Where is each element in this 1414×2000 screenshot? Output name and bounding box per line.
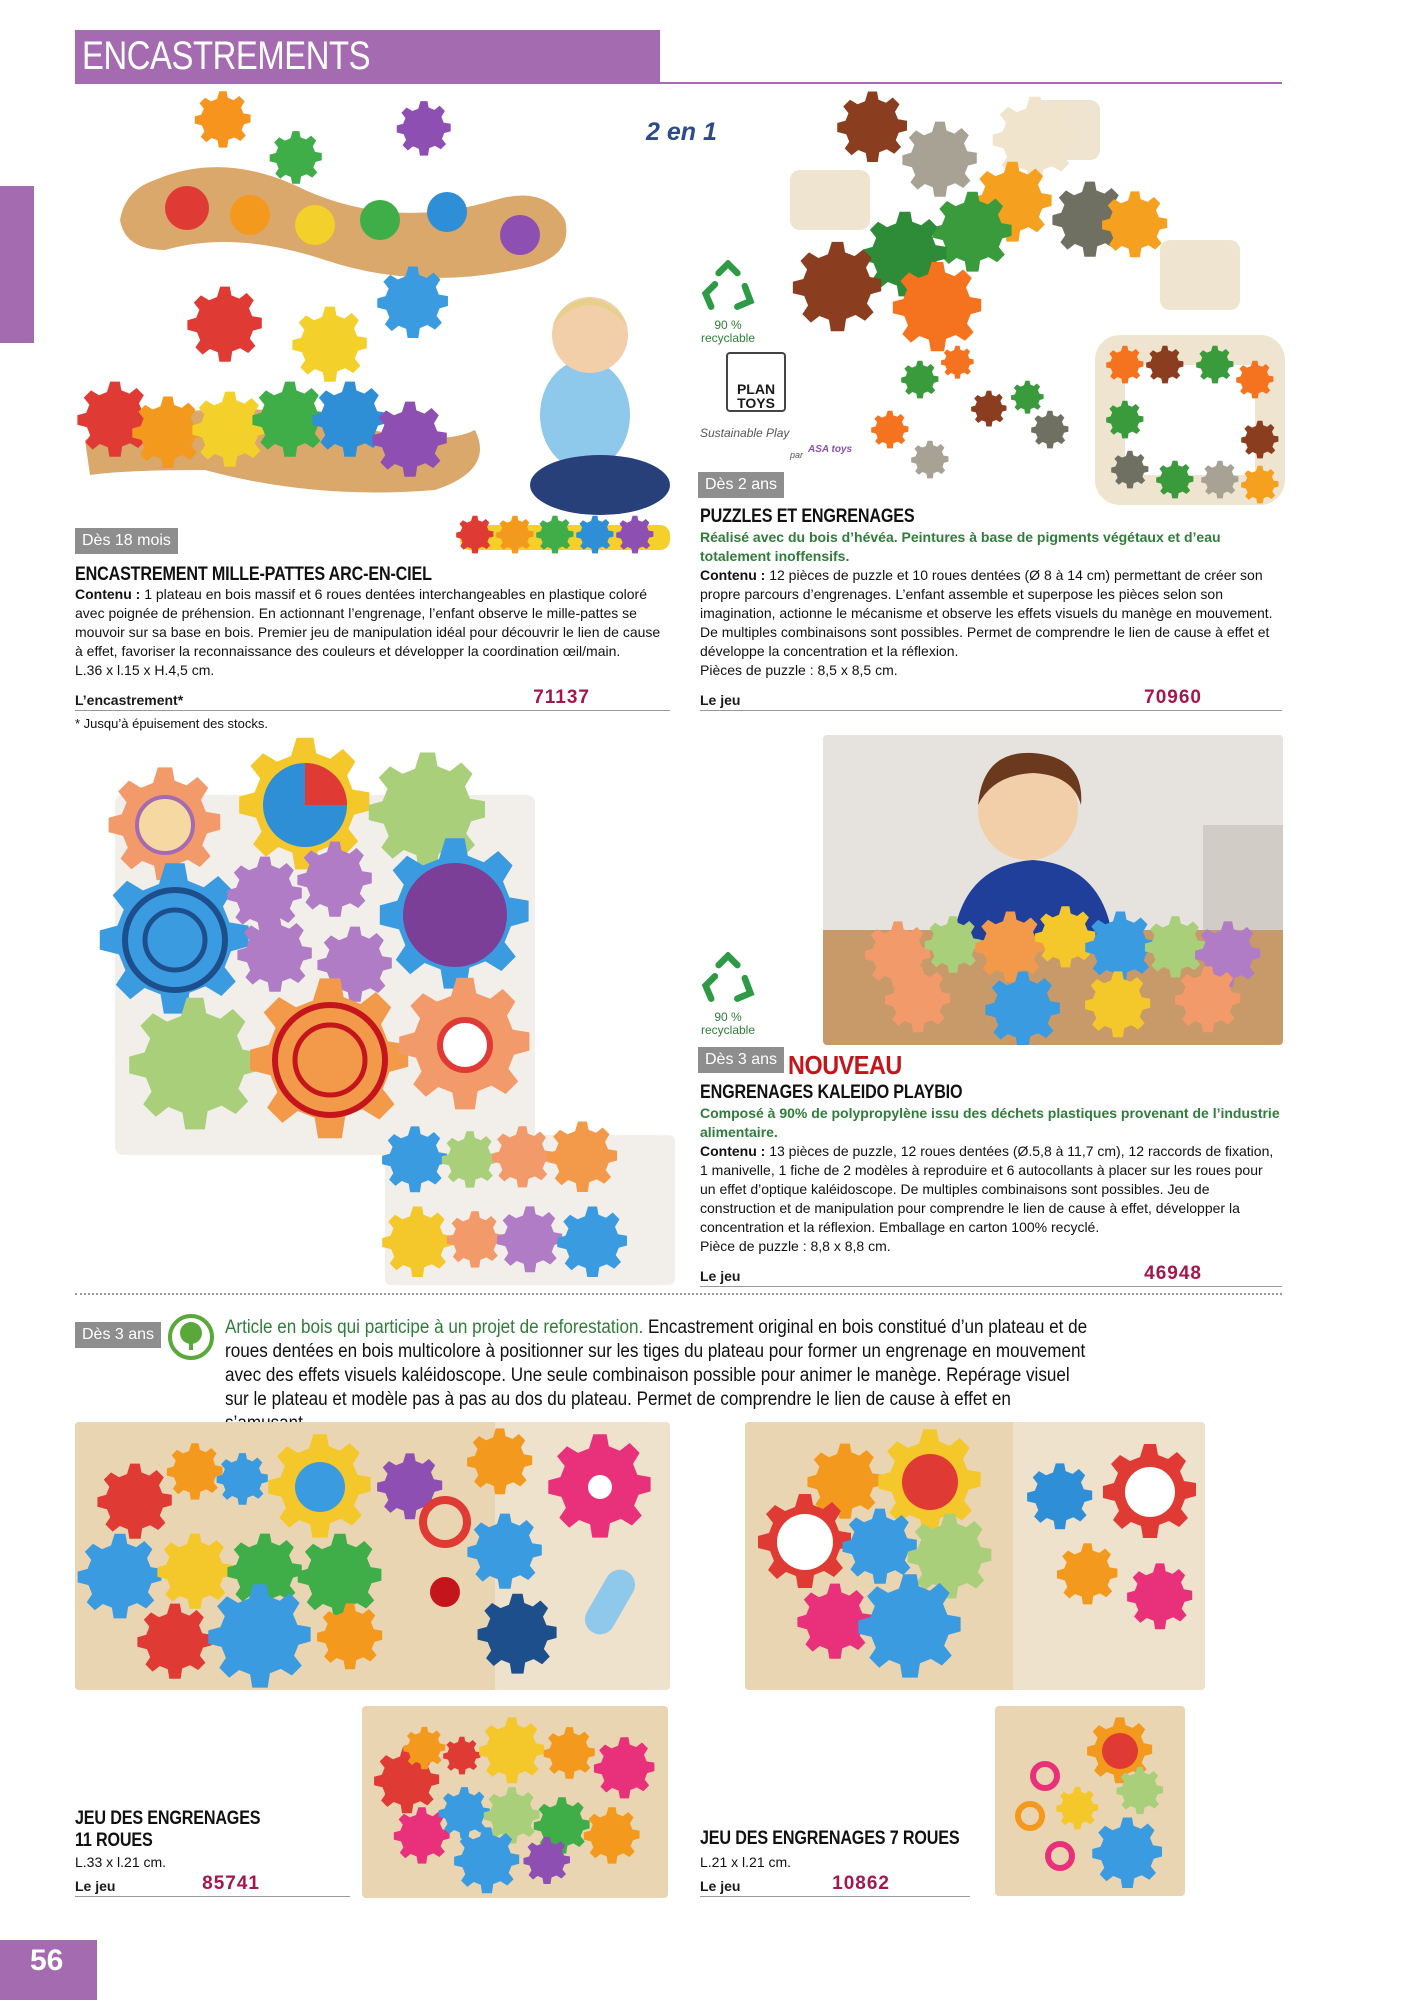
plantoys-logo xyxy=(726,352,786,412)
product-title-line2: 11 ROUES xyxy=(75,1830,153,1851)
plantoys-name-1: PLAN xyxy=(736,381,776,397)
product-description xyxy=(700,566,1282,680)
product-ref: 71137 xyxy=(533,687,590,708)
plantoys-par: par xyxy=(790,450,804,460)
content-text: 12 pièces de puzzle et 10 roues dentées (Ø 8 à 14 cm) permettant de créer son propre parcours d’engrenages. L’enfant assemble et superpose les pièces selon son imagination, actionne le mécanisme et observe les effets visuels du manège en mouvement. De multiples combinaisons sont possibles. Permet de comprendre le lien de cause à effet et développe la concentration et la réflexion. xyxy=(700,567,1273,659)
price-label: L’encastrement* xyxy=(75,692,184,708)
content-label: Contenu : xyxy=(700,567,766,583)
price-label: Le jeu xyxy=(700,1878,741,1894)
goki-11-roues-photo xyxy=(75,1422,670,1690)
goki-7-roues-photo xyxy=(745,1422,1205,1690)
product-ref: 46948 xyxy=(1144,1263,1202,1284)
product-title: JEU DES ENGRENAGES xyxy=(75,1808,261,1829)
two-in-one-label: 2 en 1 xyxy=(646,118,717,146)
product-dimensions: L.21 x l.21 cm. xyxy=(700,1854,792,1870)
product-dimensions: L.33 x l.21 cm. xyxy=(75,1854,167,1870)
price-row xyxy=(75,1872,350,1897)
content-text: 1 plateau en bois massif et 6 roues dentées interchangeables en plastique coloré avec poignée de préhension. En actionnant l’engrenage, l’enfant observe le mille-pattes se mouvoir sur sa base en bois. Premier jeu de manipulation idéal pour découvrir le lien de cause à effet, favoriser la reconnaissance des couleurs et développer la coordination œil/main. xyxy=(75,586,661,659)
age-badge: Dès 3 ans xyxy=(75,1322,161,1348)
price-row xyxy=(75,686,670,711)
eco-note: Réalisé avec du bois d’hévéa. Peintures à base de pigments végétaux et d’eau totalement inoffensifs. xyxy=(700,529,1221,564)
goki-description-text: Encastrement original en bois constitué d’un plateau et de roues dentées en bois multicolore à positionner sur les tiges du plateau pour former un engrenage en mouvement avec des effets visuels kaléidoscope. Une seule combinaison possible pour animer le manège. Repérage visuel sur le plateau et modèle pas à pas au dos du plateau. Permet de comprendre le lien de cause à effet en xyxy=(225,1317,1088,1410)
caterpillar-photo xyxy=(75,90,670,560)
eco-note: Composé à 90% de polypropylène issu des déchets plastiques provenant de l’industrie alimentaire. xyxy=(700,1105,1280,1140)
kaleido-gears-photo xyxy=(95,735,675,1285)
recycle-pct: 90 % xyxy=(714,1010,742,1024)
plantoys-tagline: Sustainable Play xyxy=(700,426,790,440)
content-label: Contenu : xyxy=(700,1143,766,1159)
product-title: JEU DES ENGRENAGES 7 ROUES xyxy=(700,1828,960,1849)
content-text: 13 pièces de puzzle, 12 roues dentées (Ø.5,8 à 11,7 cm), 12 raccords de fixation, 1 manivelle, 1 fiche de 2 modèles à reproduire et 6 autocollants à placer sur les roues pour un effet d’optique kaléidoscope. De multiples combinaisons sont possibles. Jeu de construction et de manipulation pour comprendre le lien de cause à effet, développer la concentration et la réflexion. Emballage en carton 100% recyclé. xyxy=(700,1143,1274,1235)
price-label: Le jeu xyxy=(75,1878,116,1894)
product-title: PUZZLES ET ENGRENAGES xyxy=(700,506,915,527)
age-badge: Dès 18 mois xyxy=(75,528,178,554)
product-dimensions: L.36 x l.15 x H.4,5 cm. xyxy=(75,662,215,678)
page-title: ENCASTREMENTS xyxy=(82,34,371,78)
asa-logo: ASA toys xyxy=(808,444,853,455)
kaleido-child-photo xyxy=(823,735,1283,1045)
product-ref: 10862 xyxy=(832,1873,890,1894)
product-title: ENGRENAGES KALEIDO PLAYBIO xyxy=(700,1082,963,1103)
section-divider xyxy=(75,1293,1282,1295)
page-number: 56 xyxy=(30,1944,64,1977)
price-label: Le jeu xyxy=(700,692,741,708)
recycle-logo xyxy=(690,952,766,1037)
tree-icon xyxy=(168,1314,214,1360)
age-badge: Dès 2 ans xyxy=(698,472,784,498)
footnote: * Jusqu’à épuisement des stocks. xyxy=(75,716,268,731)
side-tab xyxy=(0,186,34,343)
plantoys-name-2: TOYS xyxy=(737,395,775,411)
product-title: ENCASTREMENT MILLE-PATTES ARC-EN-CIEL xyxy=(75,564,432,585)
recycle-pct: 90 % xyxy=(714,318,742,332)
product-dimensions: Pièces de puzzle : 8,5 x 8,5 cm. xyxy=(700,662,898,678)
product-ref: 85741 xyxy=(202,1873,260,1894)
new-badge: NOUVEAU xyxy=(788,1050,902,1080)
recycle-label: recyclable xyxy=(700,1023,756,1037)
age-badge: Dès 3 ans xyxy=(698,1047,784,1073)
reforestation-note: Article en bois qui participe à un projet de reforestation. xyxy=(225,1317,644,1338)
puzzle-gears-photo xyxy=(780,90,1285,520)
goki-7-roues-board-photo xyxy=(995,1706,1185,1896)
recycle-icon xyxy=(700,260,756,316)
content-label: Contenu : xyxy=(75,586,141,602)
recycle-logo xyxy=(690,260,766,345)
product-ref: 70960 xyxy=(1144,687,1202,708)
header-rule xyxy=(660,82,1282,84)
goki-11-roues-board-photo xyxy=(362,1706,668,1898)
goki-description xyxy=(225,1316,1098,1436)
price-row xyxy=(700,1262,1282,1287)
price-row xyxy=(700,1872,970,1897)
price-label: Le jeu xyxy=(700,1268,741,1284)
price-row xyxy=(700,686,1282,711)
product-description xyxy=(700,1142,1282,1256)
product-description xyxy=(75,585,670,680)
recycle-icon xyxy=(700,952,756,1008)
recycle-label: recyclable xyxy=(700,331,756,345)
product-dimensions: Pièce de puzzle : 8,8 x 8,8 cm. xyxy=(700,1238,891,1254)
